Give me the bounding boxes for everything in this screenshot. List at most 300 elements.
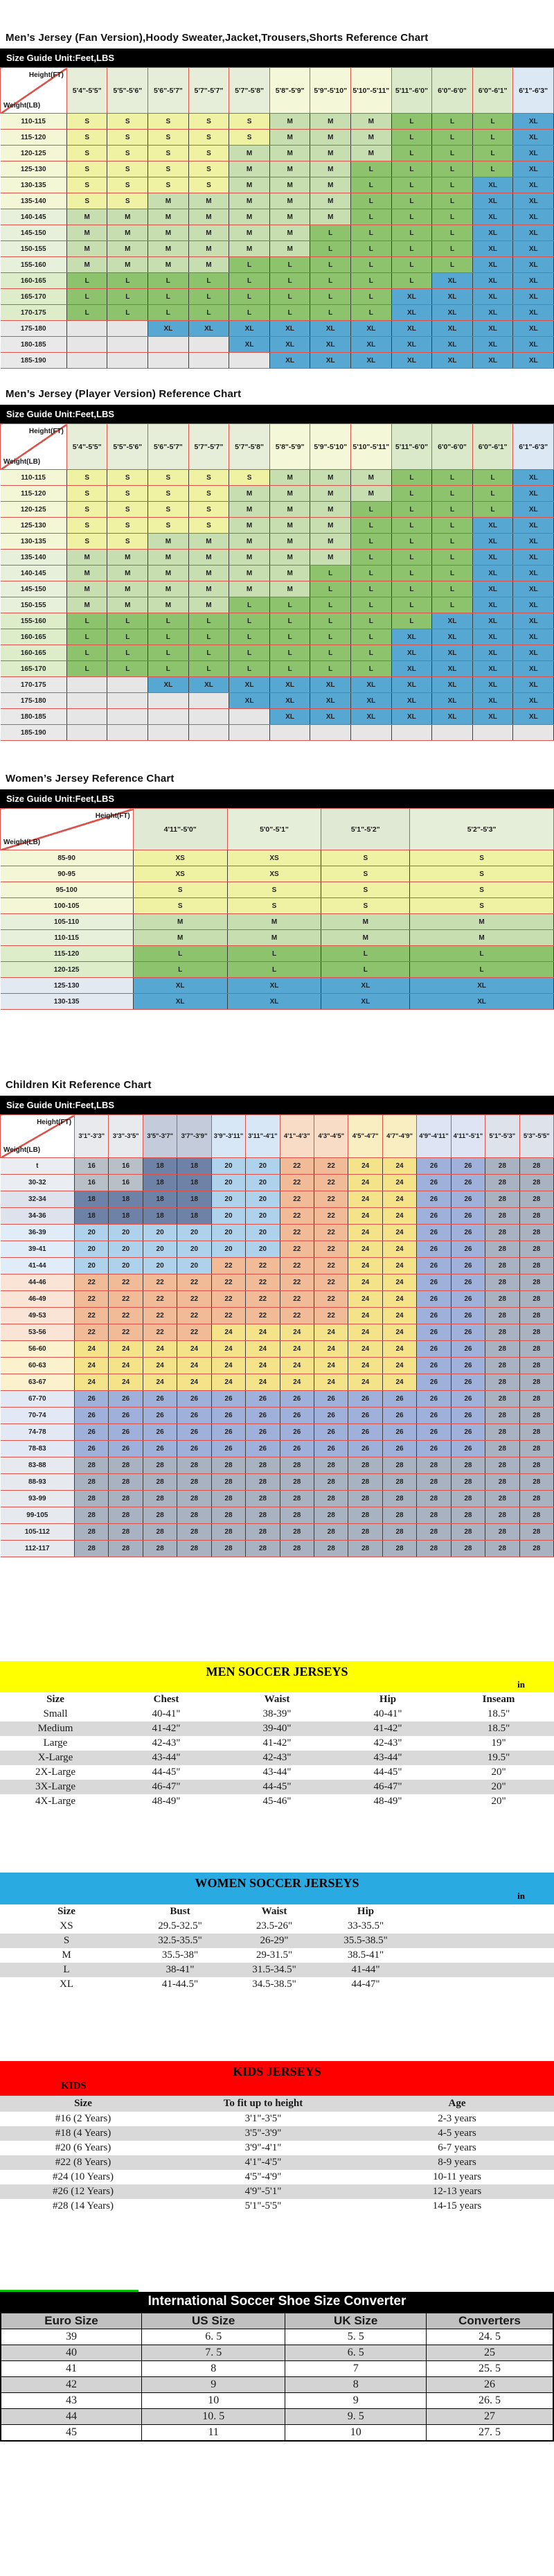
size-cell: XL (513, 709, 554, 725)
size-cell: 24 (382, 1324, 416, 1341)
size-cell: 22 (280, 1208, 314, 1225)
table-cell: 43-44" (373, 1752, 402, 1764)
size-cell: 28 (246, 1541, 280, 1557)
table-cell: 48-49" (373, 1796, 402, 1807)
weight-axis-label: Weight(LB) (3, 102, 41, 109)
size-cell: S (107, 486, 148, 502)
size-cell: M (227, 930, 321, 946)
height-column-header: 5'5"-5'6" (107, 424, 148, 470)
table-cell: #16 (2 Years) (55, 2112, 111, 2124)
size-cell: 26 (451, 1241, 485, 1258)
men-jerseys-table (0, 1692, 554, 1809)
size-cell: 26 (280, 1424, 314, 1441)
size-cell: L (351, 518, 392, 534)
size-cell: XL (513, 305, 554, 321)
size-cell: L (410, 946, 554, 962)
table-row (1, 1424, 554, 1441)
size-cell: 26 (417, 1208, 451, 1225)
weight-row-label: 180-185 (1, 709, 67, 725)
table-cell: 8 (285, 2376, 426, 2392)
height-column-header: 5'10"-5'11" (351, 68, 392, 114)
size-cell (107, 725, 148, 741)
size-cell: 24 (246, 1374, 280, 1391)
size-cell: 24 (348, 1274, 382, 1291)
size-cell: XL (391, 661, 432, 677)
table-cell: 39 (1, 2329, 141, 2345)
size-cell: S (410, 866, 554, 882)
size-cell: XL (472, 566, 513, 581)
size-cell: L (310, 645, 351, 661)
weight-axis-label: Weight(LB) (3, 839, 41, 846)
size-cell: XL (310, 677, 351, 693)
men-jerseys-section (0, 1661, 554, 1809)
height-axis-label: Height(FT) (37, 1119, 72, 1126)
weight-row-label: 100-105 (1, 898, 134, 914)
size-cell (188, 709, 229, 725)
size-cell: L (391, 130, 432, 146)
table-row (1, 1474, 554, 1491)
size-cell (66, 337, 107, 353)
size-cell: L (148, 273, 189, 289)
size-cell: 28 (519, 1457, 553, 1474)
height-column-header: 6'0"-6'0" (432, 424, 473, 470)
size-cell: L (227, 946, 321, 962)
height-column-header: 3'1"-3'3" (75, 1115, 109, 1158)
size-cell: 28 (109, 1541, 143, 1557)
size-cell: XL (391, 645, 432, 661)
size-cell: M (188, 209, 229, 225)
size-cell: 22 (177, 1274, 211, 1291)
height-column-header: 5'7"-5'7" (188, 68, 229, 114)
height-column-header: 6'0"-6'1" (472, 68, 513, 114)
size-cell: 28 (177, 1491, 211, 1507)
size-cell (66, 709, 107, 725)
size-cell: 28 (519, 1474, 553, 1491)
table-cell: #24 (10 Years) (53, 2171, 114, 2182)
size-cell: 24 (382, 1191, 416, 1208)
weight-row-label: 60-63 (1, 1358, 75, 1374)
table-row (1, 1158, 554, 1175)
size-cell: 24 (382, 1341, 416, 1358)
size-cell: 28 (485, 1158, 519, 1175)
kids-jerseys-header-band (0, 2061, 554, 2096)
size-cell: S (66, 534, 107, 550)
size-cell: 26 (417, 1308, 451, 1324)
size-cell: 26 (417, 1341, 451, 1358)
size-cell: 28 (314, 1507, 348, 1524)
table-row (0, 1707, 554, 1721)
size-cell: 24 (314, 1324, 348, 1341)
size-cell: S (107, 161, 148, 177)
size-cell: M (269, 225, 310, 241)
size-cell: 24 (314, 1358, 348, 1374)
table-cell: #26 (12 Years) (53, 2185, 114, 2197)
size-cell: 24 (348, 1191, 382, 1208)
weight-row-label: 120-125 (1, 146, 67, 161)
size-cell: M (188, 581, 229, 597)
size-cell: 28 (348, 1491, 382, 1507)
size-cell (229, 353, 270, 369)
size-cell: L (351, 289, 392, 305)
size-cell: 26 (451, 1324, 485, 1341)
size-cell: 28 (382, 1541, 416, 1557)
size-cell: 22 (143, 1274, 177, 1291)
size-cell: 28 (519, 1191, 553, 1208)
size-cell: 24 (348, 1258, 382, 1274)
mens-player-reference-table (0, 423, 554, 741)
size-cell: 20 (177, 1241, 211, 1258)
size-cell: 24 (75, 1341, 109, 1358)
size-cell: XL (432, 337, 473, 353)
size-cell (148, 337, 189, 353)
size-cell: 22 (246, 1308, 280, 1324)
size-cell: L (391, 613, 432, 629)
size-cell: XL (391, 629, 432, 645)
size-cell: XL (472, 305, 513, 321)
size-cell: L (391, 566, 432, 581)
size-cell: XL (513, 486, 554, 502)
size-cell (188, 353, 229, 369)
height-column-header: 5'0"-5'1" (227, 809, 321, 850)
size-cell: XL (148, 677, 189, 693)
size-cell: M (107, 209, 148, 225)
table-cell: 44-45" (262, 1781, 292, 1793)
size-cell: L (133, 962, 227, 978)
table-cell: 20" (491, 1781, 506, 1793)
size-cell: 22 (314, 1175, 348, 1191)
table-cell: 45-46" (262, 1796, 292, 1807)
size-cell: S (66, 130, 107, 146)
table-row (1, 518, 554, 534)
size-cell: XL (513, 289, 554, 305)
size-cell: 26 (314, 1441, 348, 1457)
size-cell: 20 (143, 1258, 177, 1274)
size-cell: 28 (451, 1541, 485, 1557)
size-cell: S (133, 898, 227, 914)
size-cell: 28 (519, 1241, 553, 1258)
size-cell (269, 725, 310, 741)
weight-row-label: 49-53 (1, 1308, 75, 1324)
size-cell: 26 (280, 1441, 314, 1457)
size-cell: XL (513, 273, 554, 289)
size-cell: 22 (314, 1191, 348, 1208)
size-cell: 24 (109, 1341, 143, 1358)
size-cell: 28 (485, 1507, 519, 1524)
size-cell: L (269, 645, 310, 661)
column-header: Waist (261, 1905, 287, 1917)
table-cell: 20" (491, 1796, 506, 1807)
size-cell: 28 (348, 1524, 382, 1541)
size-cell: L (227, 962, 321, 978)
table-cell: 18.5" (487, 1708, 510, 1720)
filler-cell (410, 1948, 554, 1963)
table-row (1, 2345, 553, 2360)
womens-reference-table (0, 808, 554, 1010)
size-cell (229, 709, 270, 725)
size-cell: 28 (314, 1541, 348, 1557)
size-cell: M (188, 193, 229, 209)
size-cell: 16 (109, 1175, 143, 1191)
size-cell: L (66, 289, 107, 305)
size-cell (513, 725, 554, 741)
size-cell: L (310, 629, 351, 645)
size-cell: 22 (280, 1274, 314, 1291)
size-cell: M (310, 177, 351, 193)
size-cell: M (229, 146, 270, 161)
size-cell (66, 693, 107, 709)
size-cell: S (66, 518, 107, 534)
size-cell: M (148, 597, 189, 613)
size-cell: 24 (348, 1374, 382, 1391)
table-cell: 6. 5 (285, 2345, 426, 2360)
height-column-header: 3'3"-3'5" (109, 1115, 143, 1158)
size-cell: 28 (382, 1457, 416, 1474)
size-cell (66, 353, 107, 369)
size-cell: 26 (143, 1391, 177, 1408)
size-cell: XL (391, 321, 432, 337)
size-cell: XL (513, 146, 554, 161)
size-cell: L (351, 502, 392, 518)
table-row (1, 146, 554, 161)
column-header-text: Size (74, 2097, 92, 2109)
size-cell: L (351, 241, 392, 257)
size-cell: L (472, 161, 513, 177)
column-header (166, 2096, 360, 2112)
weight-row-label: 120-125 (1, 502, 67, 518)
size-cell: XL (472, 257, 513, 273)
weight-row-label: 155-160 (1, 257, 67, 273)
size-cell: XL (351, 321, 392, 337)
size-cell: XL (472, 645, 513, 661)
size-cell: L (391, 597, 432, 613)
size-cell: 22 (314, 1274, 348, 1291)
weight-row-label: 130-135 (1, 177, 67, 193)
size-cell: XL (472, 581, 513, 597)
size-cell: L (188, 289, 229, 305)
size-cell: XL (351, 693, 392, 709)
size-cell: L (310, 613, 351, 629)
size-cell: XL (310, 337, 351, 353)
size-cell: 28 (519, 1374, 553, 1391)
size-cell: 20 (75, 1258, 109, 1274)
size-cell: L (391, 114, 432, 130)
column-header: Bust (170, 1905, 190, 1917)
size-cell: 28 (485, 1191, 519, 1208)
size-cell: 28 (314, 1491, 348, 1507)
size-cell: L (391, 161, 432, 177)
table-cell: 4X-Large (35, 1796, 76, 1807)
table-row (1, 337, 554, 353)
size-cell: 20 (211, 1175, 245, 1191)
height-column-header: 4'9"-4'11" (417, 1115, 451, 1158)
size-cell (66, 321, 107, 337)
size-cell: L (391, 209, 432, 225)
size-cell: S (148, 161, 189, 177)
size-cell: S (107, 114, 148, 130)
size-cell: 24 (211, 1374, 245, 1391)
size-cell: L (310, 273, 351, 289)
size-cell: 20 (177, 1258, 211, 1274)
table-cell: 27 (426, 2408, 553, 2424)
size-cell: 28 (75, 1491, 109, 1507)
size-cell: L (432, 130, 473, 146)
size-cell: L (391, 146, 432, 161)
size-cell: L (229, 273, 270, 289)
size-cell: M (148, 225, 189, 241)
size-cell: 26 (314, 1408, 348, 1424)
size-cell: 28 (485, 1175, 519, 1191)
size-cell: L (310, 289, 351, 305)
weight-row-label: 130-135 (1, 534, 67, 550)
size-cell: 26 (382, 1408, 416, 1424)
mens-player-chart-section (0, 388, 554, 741)
height-column-header: 5'9"-5'10" (310, 68, 351, 114)
column-header: Size (57, 1905, 75, 1917)
weight-row-label: 175-180 (1, 321, 67, 337)
size-cell: XL (472, 613, 513, 629)
size-cell: 22 (246, 1291, 280, 1308)
table-row (1, 225, 554, 241)
size-cell: XL (513, 597, 554, 613)
weight-row-label: 70-74 (1, 1408, 75, 1424)
size-cell: 20 (211, 1241, 245, 1258)
size-cell: 28 (109, 1491, 143, 1507)
table-cell: 19.5" (487, 1752, 510, 1764)
size-cell: 22 (314, 1241, 348, 1258)
height-column-header: 4'7"-4'9" (382, 1115, 416, 1158)
filler-cell (410, 1977, 554, 1992)
size-cell: L (391, 502, 432, 518)
height-column-header: 3'11"-4'1" (246, 1115, 280, 1158)
size-cell: 26 (280, 1391, 314, 1408)
size-cell (472, 725, 513, 741)
size-cell: 28 (519, 1341, 553, 1358)
table-row (1, 193, 554, 209)
size-cell: XL (410, 978, 554, 994)
size-cell: L (269, 661, 310, 677)
header-row (0, 1904, 554, 1919)
weight-row-label: 125-130 (1, 518, 67, 534)
size-cell: L (432, 257, 473, 273)
weight-row-label: 63-67 (1, 1374, 75, 1391)
height-column-header: 4'11"-5'0" (133, 809, 227, 850)
size-cell: L (269, 305, 310, 321)
size-cell: 22 (280, 1241, 314, 1258)
filler-cell (410, 1963, 554, 1977)
size-cell: 26 (75, 1441, 109, 1457)
weight-row-label: 30-32 (1, 1175, 75, 1191)
size-cell: L (310, 597, 351, 613)
table-cell: 4'1"-4'5" (244, 2156, 282, 2168)
table-cell: 9. 5 (285, 2408, 426, 2424)
size-cell: L (133, 946, 227, 962)
size-cell: XL (472, 353, 513, 369)
size-cell: L (391, 193, 432, 209)
size-cell (107, 693, 148, 709)
size-cell: 28 (485, 1324, 519, 1341)
column-header (360, 2096, 554, 2112)
size-cell: M (310, 193, 351, 209)
table-cell: #18 (4 Years) (55, 2127, 111, 2139)
size-cell: L (321, 962, 410, 978)
size-cell: XL (472, 241, 513, 257)
size-cell: M (269, 161, 310, 177)
size-cell: XL (472, 534, 513, 550)
size-cell: M (227, 914, 321, 930)
table-row (1, 645, 554, 661)
weight-row-label: 130-135 (1, 994, 134, 1010)
weight-row-label: 185-190 (1, 353, 67, 369)
size-cell: L (310, 241, 351, 257)
size-cell: 28 (246, 1524, 280, 1541)
size-cell (107, 677, 148, 693)
table-cell: M (62, 1949, 71, 1961)
size-cell: XL (432, 273, 473, 289)
table-cell: 6. 5 (141, 2329, 285, 2345)
size-cell: XL (432, 353, 473, 369)
size-cell: L (351, 645, 392, 661)
size-cell: XL (351, 337, 392, 353)
size-cell: L (391, 273, 432, 289)
table-cell: 25. 5 (426, 2360, 553, 2376)
size-cell: 26 (211, 1408, 245, 1424)
column-header-text: Age (448, 2097, 466, 2109)
table-cell: 4-5 years (438, 2127, 476, 2139)
size-cell (107, 321, 148, 337)
size-cell: 26 (143, 1408, 177, 1424)
table-row (0, 2141, 554, 2155)
size-cell: 26 (177, 1408, 211, 1424)
size-cell: M (229, 209, 270, 225)
size-cell: S (188, 114, 229, 130)
size-cell: XL (432, 693, 473, 709)
size-cell: 24 (75, 1358, 109, 1374)
height-column-header: 6'1"-6'3" (513, 424, 554, 470)
weight-row-label: 110-115 (1, 114, 67, 130)
size-cell: L (472, 146, 513, 161)
table-cell: 8 (141, 2360, 285, 2376)
size-cell: XL (351, 353, 392, 369)
size-cell: XL (432, 321, 473, 337)
size-cell: 28 (75, 1541, 109, 1557)
corner-cell (1, 809, 134, 850)
weight-row-label: 120-125 (1, 962, 134, 978)
size-cell: L (310, 566, 351, 581)
table-cell: X-Large (37, 1752, 73, 1764)
size-cell: 28 (143, 1541, 177, 1557)
size-cell: 28 (485, 1208, 519, 1225)
column-header: Euro Size (1, 2313, 141, 2329)
column-header (0, 2096, 166, 2112)
height-column-header: 6'1"-6'3" (513, 68, 554, 114)
size-cell: M (107, 550, 148, 566)
size-cell: XL (513, 209, 554, 225)
size-cell: XL (513, 114, 554, 130)
size-cell: 28 (348, 1457, 382, 1474)
size-cell: 28 (485, 1441, 519, 1457)
size-cell: 26 (348, 1408, 382, 1424)
size-cell (391, 725, 432, 741)
size-cell: L (229, 597, 270, 613)
size-cell: 24 (382, 1291, 416, 1308)
size-cell: XL (472, 518, 513, 534)
table-cell: 10. 5 (141, 2408, 285, 2424)
size-cell: XL (269, 321, 310, 337)
filler-cell (410, 1919, 554, 1934)
size-cell: XL (310, 709, 351, 725)
size-cell: 22 (143, 1324, 177, 1341)
size-cell: 28 (485, 1524, 519, 1541)
